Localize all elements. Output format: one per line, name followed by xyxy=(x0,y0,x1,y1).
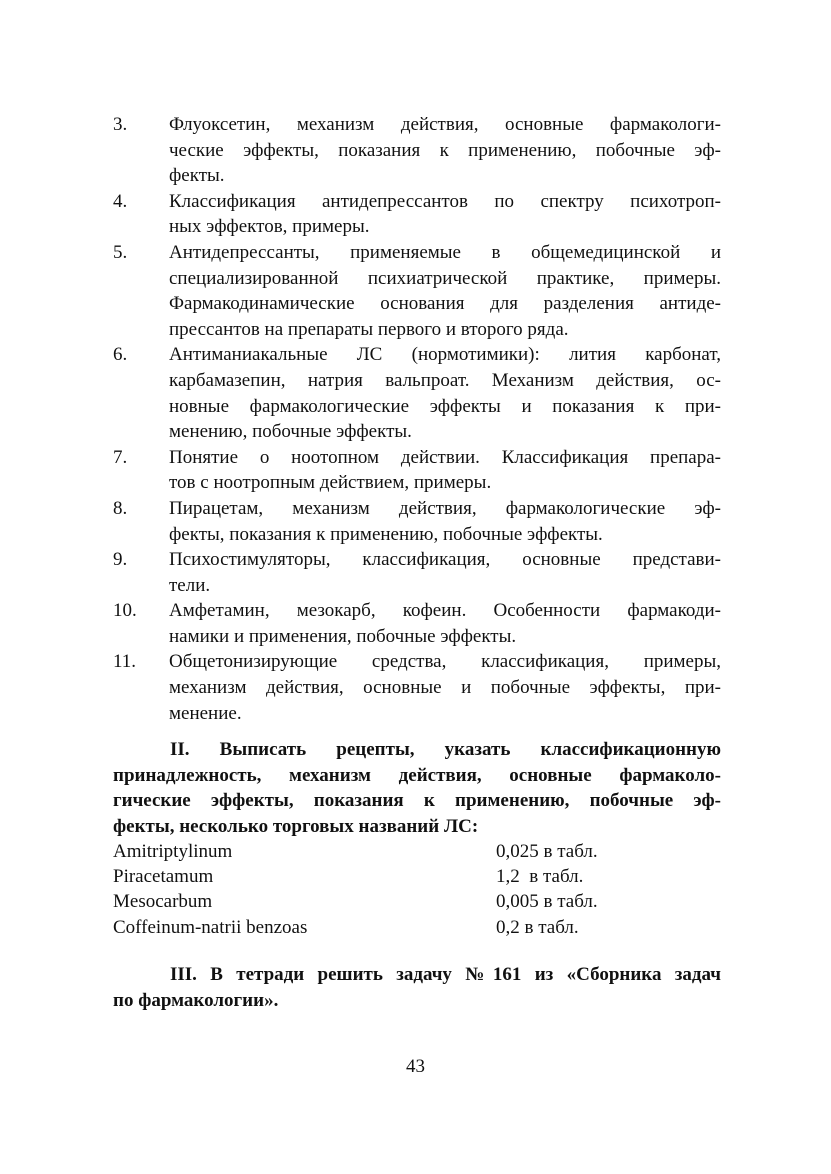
item-number: 9. xyxy=(113,549,128,571)
table-row xyxy=(113,864,721,889)
text-line: Амфетамин, мезокарб, кофеин. Особенности фармакоди- xyxy=(169,600,721,622)
text-line: фекты, показания к применению, побочные эффекты. xyxy=(169,523,603,545)
question-list xyxy=(113,112,721,726)
text-line: намики и применения, побочные эффекты. xyxy=(169,625,517,647)
drug-name: Amitriptylinum xyxy=(113,841,233,862)
text-line: Антиманиакальные ЛС (нормотимики): лития карбонат, xyxy=(169,344,721,366)
text-line: специализированной психиатрической практике, примеры. xyxy=(169,267,721,289)
item-number: 7. xyxy=(113,446,128,468)
page-number: 43 xyxy=(406,1056,425,1077)
text-line: тов с ноотропным действием, примеры. xyxy=(169,472,492,494)
text-line: Антидепрессанты, применяемые в общемедицинской и xyxy=(169,241,721,263)
item-number: 3. xyxy=(113,114,128,135)
drug-dose: 0,2 в табл. xyxy=(496,916,579,938)
list-item xyxy=(113,112,721,189)
heading-line: III. В тетради решить задачу №161 из «Сборника задач xyxy=(170,964,721,985)
item-text xyxy=(169,445,721,496)
list-item xyxy=(113,649,721,726)
drug-name: Mesocarbum xyxy=(113,891,213,913)
text-line: Понятие о ноотопном действии. Классификация препара- xyxy=(169,446,721,468)
text-line: Общетонизирующие средства, классификация, примеры, xyxy=(169,651,721,673)
item-number: 6. xyxy=(113,344,128,366)
text-line: новные фармакологические эффекты и показания к при- xyxy=(169,395,721,417)
heading-line: по фармакологии». xyxy=(113,989,279,1011)
drug-name: Coffeinum-natrii benzoas xyxy=(113,916,308,938)
item-number: 11. xyxy=(113,651,137,673)
text-line: менению, побочные эффекты. xyxy=(169,421,412,443)
text-line: механизм действия, основные и побочные эффекты, при- xyxy=(169,677,721,699)
drug-dose: 1,2 в табл. xyxy=(496,866,584,888)
item-text xyxy=(169,547,721,598)
item-text xyxy=(169,189,721,240)
table-row xyxy=(113,839,721,864)
list-item xyxy=(113,240,721,342)
item-number: 8. xyxy=(113,497,128,519)
list-item xyxy=(113,189,721,240)
item-text xyxy=(169,598,721,649)
list-item xyxy=(113,547,721,598)
item-number: 5. xyxy=(113,241,128,263)
drug-dose: 0,025 в табл. xyxy=(496,841,598,862)
list-item xyxy=(113,598,721,649)
table-row xyxy=(113,915,721,940)
text-line: фекты. xyxy=(169,165,225,187)
table-row xyxy=(113,889,721,914)
item-text xyxy=(169,496,721,547)
text-line: ных эффектов, примеры. xyxy=(169,216,370,238)
text-line: карбамазепин, натрия вальпроат. Механизм действия, ос- xyxy=(169,369,721,391)
text-line: Флуоксетин, механизм действия, основные фармакологи- xyxy=(169,114,721,135)
prescription-table xyxy=(113,839,721,940)
heading-line: II. Выписать рецепты, указать классификационную xyxy=(170,739,721,760)
item-text xyxy=(169,240,721,342)
heading-line: гические эффекты, показания к применению, побочные эф- xyxy=(113,790,721,812)
text-line: Фармакодинамические основания для разделения антиде- xyxy=(169,293,721,315)
text-line: Психостимуляторы, классификация, основные представи- xyxy=(169,549,721,571)
text-line: ческие эффекты, показания к применению, побочные эф- xyxy=(169,139,721,161)
drug-name: Piracetamum xyxy=(113,866,214,888)
item-text xyxy=(169,112,721,189)
list-item xyxy=(113,496,721,547)
heading-line: принадлежность, механизм действия, основные фармаколо- xyxy=(113,764,721,786)
item-number: 10. xyxy=(113,600,137,622)
list-item xyxy=(113,342,721,444)
heading-line: фекты, несколько торговых названий ЛС: xyxy=(113,815,479,837)
item-text xyxy=(169,342,721,444)
text-line: прессантов на препараты первого и второго ряда. xyxy=(169,318,569,340)
item-number: 4. xyxy=(113,190,128,212)
text-line: Пирацетам, механизм действия, фармакологические эф- xyxy=(169,497,721,519)
section-heading-task xyxy=(113,962,721,1013)
text-line: тели. xyxy=(169,574,211,596)
text-line: Классификация антидепрессантов по спектру психотроп- xyxy=(169,190,721,212)
drug-dose: 0,005 в табл. xyxy=(496,891,598,913)
item-text xyxy=(169,649,721,726)
section-heading-prescriptions xyxy=(113,737,721,839)
list-item xyxy=(113,445,721,496)
text-line: менение. xyxy=(169,702,242,724)
